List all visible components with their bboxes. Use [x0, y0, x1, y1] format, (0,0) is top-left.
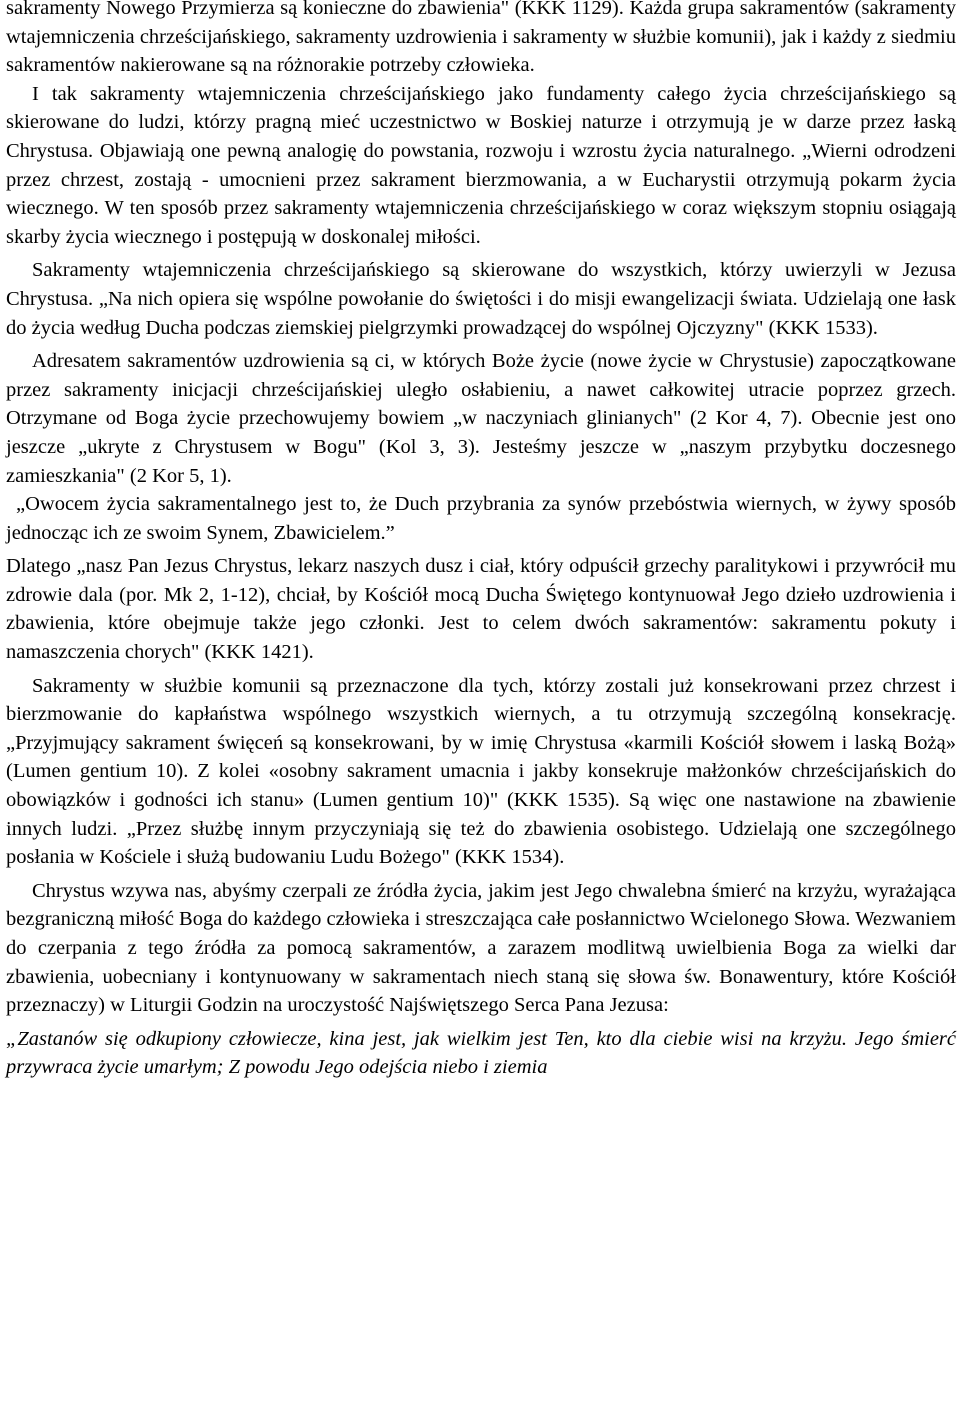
- paragraph-2: I tak sakramenty wtajemniczenia chrześcijańskiego jako fundamenty całego życia chrześcijańskiego są skierowane do ludzi, którzy pragną mieć uczestnictwo w Boskiej naturze i otrzymują je w darze przez łaską Chrystusa. Objawiają one pewną analogię do powstania, rozwoju i wzrostu życia naturalnego. „Wierni odrodzeni przez chrzest, zostają - umocnieni przez sakrament bierzmowania, a w Eucharystii otrzymują pokarm życia wiecznego. W ten sposób przez sakramenty wtajemniczenia chrześcijańskiego w coraz większym stopniu osiągają skarby życia wiecznego i postępują w doskonalej miłości.: [6, 82, 956, 248]
- document-page: [6, 0, 956, 1082]
- quote-paragraph: „Zastanów się odkupiony człowiecze, kina jest, jak wielkim jest Ten, kto dla ciebie wisi na krzyżu. Jego śmierć przywraca życie umarłym; Z powodu Jego odejścia niebo i ziemia: [6, 1027, 956, 1079]
- paragraph-1: sakramenty Nowego Przymierza są konieczne do zbawienia" (KKK 1129). Każda grupa sakramentów (sakramenty wtajemniczenia chrześcijańskiego, sakramenty uzdrowienia i sakramenty w służbie komunii), jak i każdy z siedmiu sakramentów nakierowane są na różnorakie potrzeby człowieka.: [6, 0, 956, 77]
- paragraph-7: Sakramenty w służbie komunii są przeznaczone dla tych, którzy zostali już konsekrowani przez chrzest i bierzmowanie do kapłaństwa wspólnego wszystkich wiernych, a tu otrzymują szczególną konsekrację. „Przyjmujący sakrament święceń są konsekrowani, by w imię Chrystusa «karmili Kościół słowem i laską Bożą» (Lumen gentium 10). Z kolei «osobny sakrament umacnia i jakby konsekruje małżonków chrześcijańskich do obowiązków i godności ich stanu» (Lumen gentium 10)" (KKK 1535). Są więc one nastawione na zbawienie innych ludzi. „Przez służbę innym przyczyniają się też do zbawienia osobistego. Udzielają one szczególnego posłania w Kościele i służą budowaniu Ludu Bożego" (KKK 1534).: [6, 674, 956, 869]
- paragraph-3: Sakramenty wtajemniczenia chrześcijańskiego są skierowane do wszystkich, którzy uwierzyli w Jezusa Chrystusa. „Na nich opiera się wspólne powołanie do świętości i do misji ewangelizacji świata. Udzielają one łask do życia według Ducha podczas ziemskiej pielgrzymki prowadzącej do wspólnej Ojczyzny" (KKK 1533).: [6, 259, 956, 339]
- paragraph-8: Chrystus wzywa nas, abyśmy czerpali ze źródła życia, jakim jest Jego chwalebna śmierć na krzyżu, wyrażająca bezgraniczną miłość Boga do każdego człowieka i streszczająca całe posłannictwo Wcielonego Słowa. Wezwaniem do czerpania z tego źródła za pomocą sakramentów, a zarazem modlitwą uwielbienia Boga za wielki dar zbawienia, uobecniany i kontynuowany w sakramentach niech staną się słowa św. Bonawentury, które Kościół przeznaczy) w Liturgii Godzin na uroczystość Najświętszego Serca Pana Jezusa:: [6, 879, 956, 1017]
- paragraph-6: Dlatego „nasz Pan Jezus Chrystus, lekarz naszych dusz i ciał, który odpuścił grzechy paralitykowi i przywrócił mu zdrowie dala (por. Mk 2, 1-12), chciał, by Kościół mocą Ducha Świętego kontynuował Jego dzieło uzdrowienia i zbawienia, które obejmuje także jego członki. Jest to celem dwóch sakramentów: sakramentu pokuty i namaszczenia chorych" (KKK 1421).: [6, 555, 956, 664]
- paragraph-5: „Owocem życia sakramentalnego jest to, że Duch przybrania za synów przebóstwia wiernych, w żywy sposób jednocząc ich ze swoim Synem, Zbawicielem.”: [6, 493, 956, 544]
- paragraph-4: Adresatem sakramentów uzdrowienia są ci, w których Boże życie (nowe życie w Chrystusie) zapoczątkowane przez sakramenty inicjacji chrześcijańskiej uległo osłabieniu, a nawet całkowitej utracie poprzez grzech. Otrzymane od Boga życie przechowujemy bowiem „w naczyniach glinianych" (2 Kor 4, 7). Obecnie jest ono jeszcze „ukryte z Chrystusem w Bogu" (Kol 3, 3). Jesteśmy jeszcze w „naszym przybytku doczesnego zamieszkania" (2 Kor 5, 1).: [6, 350, 956, 487]
